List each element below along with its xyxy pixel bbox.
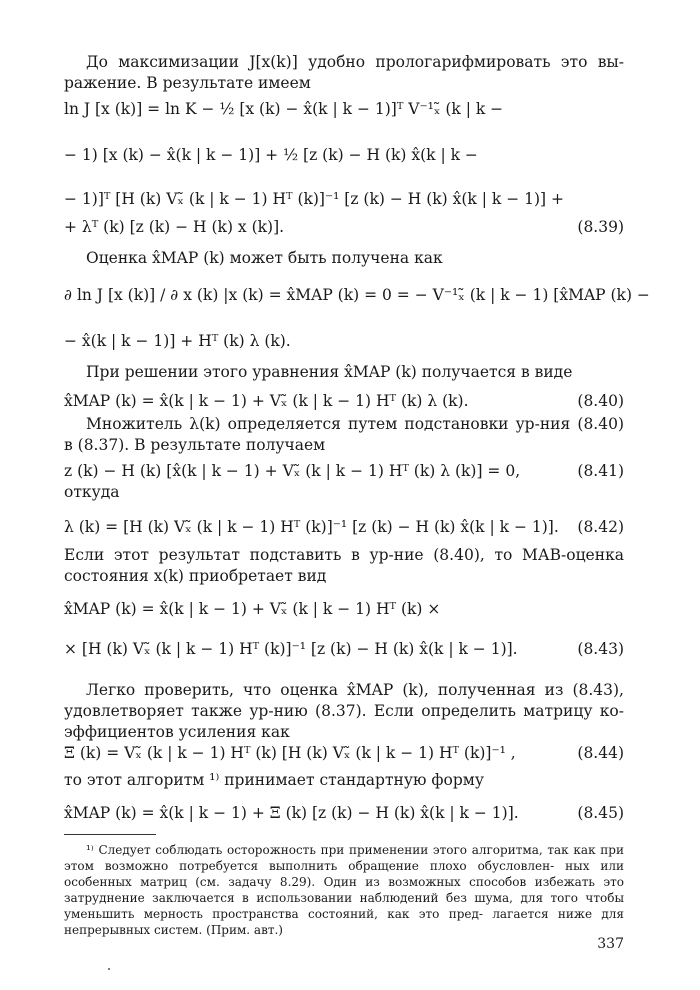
equation-number: (8.45) [577, 804, 624, 822]
equation-8-45: x̂MAP (k) = x̂(k | k − 1) + Ξ (k) [z (k) − H (k) x̂(k | k − 1)]. (8.45) [64, 804, 624, 822]
paragraph-substitution: Если этот результат подставить в ур-ние (8.40), то МАВ-оценка состояния x(k) приобретает вид [64, 546, 624, 585]
print-speck [108, 968, 110, 970]
equation-8-39-line-3: − 1)]ᵀ [H (k) Vₓ̃ (k | k − 1) Hᵀ (k)]⁻¹ [z (k) − H (k) x̂(k | k − 1)] + [64, 190, 564, 208]
paragraph-solution: При решении этого уравнения x̂MAP (k) получается в виде [86, 363, 573, 381]
page-number: 337 [597, 936, 624, 952]
equation-gradient-line-2: − x̂(k | k − 1)] + Hᵀ (k) λ (k). [64, 332, 291, 350]
equation-number: (8.39) [577, 218, 624, 236]
equation-8-42: λ (k) = [H (k) Vₓ̃ (k | k − 1) Hᵀ (k)]⁻¹ [z (k) − H (k) x̂(k | k − 1)]. (8.42) [64, 518, 624, 536]
equation-8-39-line-1: ln J [x (k)] = ln K − ½ [x (k) − x̂(k | k − 1)]ᵀ V⁻¹ₓ̃ (k | k − [64, 100, 504, 118]
equation-gradient-line-1: ∂ ln J [x (k)] / ∂ x (k) |x (k) = x̂MAP (k) = 0 = − V⁻¹ₓ̃ (k | k − 1) [x̂MAP (k) − [64, 286, 650, 304]
equation-number: (8.42) [577, 518, 624, 536]
equation-8-43-line-2: × [H (k) Vₓ̃ (k | k − 1) Hᵀ (k)]⁻¹ [z (k) − H (k) x̂(k | k − 1)]. (8.43) [64, 640, 624, 658]
equation-8-40: x̂MAP (k) = x̂(k | k − 1) + Vₓ̃ (k | k − 1) Hᵀ (k) λ (k). (8.40) [64, 392, 624, 410]
equation-number: (8.43) [577, 640, 624, 658]
footnote: ¹⁾ Следует соблюдать осторожность при применении этого алгоритма, так как при этом возможно потребуется выполнить обращение плохо обусловлен- ных или особенных матриц (см. задачу 8.29). Один из возможных способов избежать это затруднение заключается в использовании наблюдений без шума, для того чтобы уменьшить мерность пространства состояний, как это пред- лагается ниже для непрерывных систем. (Прим. авт.) [64, 843, 625, 937]
paragraph-standard-form: то этот алгоритм ¹⁾ принимает стандартную форму [64, 771, 484, 789]
equation-8-39-line-4: + λᵀ (k) [z (k) − H (k) x (k)]. (8.39) [64, 218, 624, 236]
equation-8-43-line-1: x̂MAP (k) = x̂(k | k − 1) + Vₓ̃ (k | k − 1) Hᵀ (k) × [64, 600, 441, 618]
equation-8-44: Ξ (k) = Vₓ̃ (k | k − 1) Hᵀ (k) [H (k) Vₓ̃ (k | k − 1) Hᵀ (k)]⁻¹ , (8.44) [64, 744, 624, 762]
equation-8-41: z (k) − H (k) [x̂(k | k − 1) + Vₓ̃ (k | k − 1) Hᵀ (k) λ (k)] = 0, (8.41) [64, 462, 624, 480]
paragraph-estimate: Оценка x̂MAP (k) может быть получена как [86, 249, 443, 267]
word-whence: откуда [64, 483, 120, 501]
equation-number: (8.40) [577, 392, 624, 410]
equation-number: (8.44) [577, 744, 624, 762]
equation-number: (8.41) [577, 462, 624, 480]
paragraph-intro: До максимизации J[x(k)] удобно прологарифмировать это вы- ражение. В результате имеем [64, 53, 624, 92]
footnote-rule [64, 834, 156, 835]
equation-8-39-line-2: − 1) [x (k) − x̂(k | k − 1)] + ½ [z (k) − H (k) x̂(k | k − [64, 146, 478, 164]
paragraph-multiplier: Множитель λ(k) определяется путем подстановки ур-ния (8.40) в (8.37). В результате получаем [64, 415, 624, 454]
paragraph-verify: Легко проверить, что оценка x̂MAP (k), полученная из (8.43), удовлетворяет также ур-нию (8.37). Если определить матрицу ко- эффициентов усиления как [64, 681, 624, 741]
